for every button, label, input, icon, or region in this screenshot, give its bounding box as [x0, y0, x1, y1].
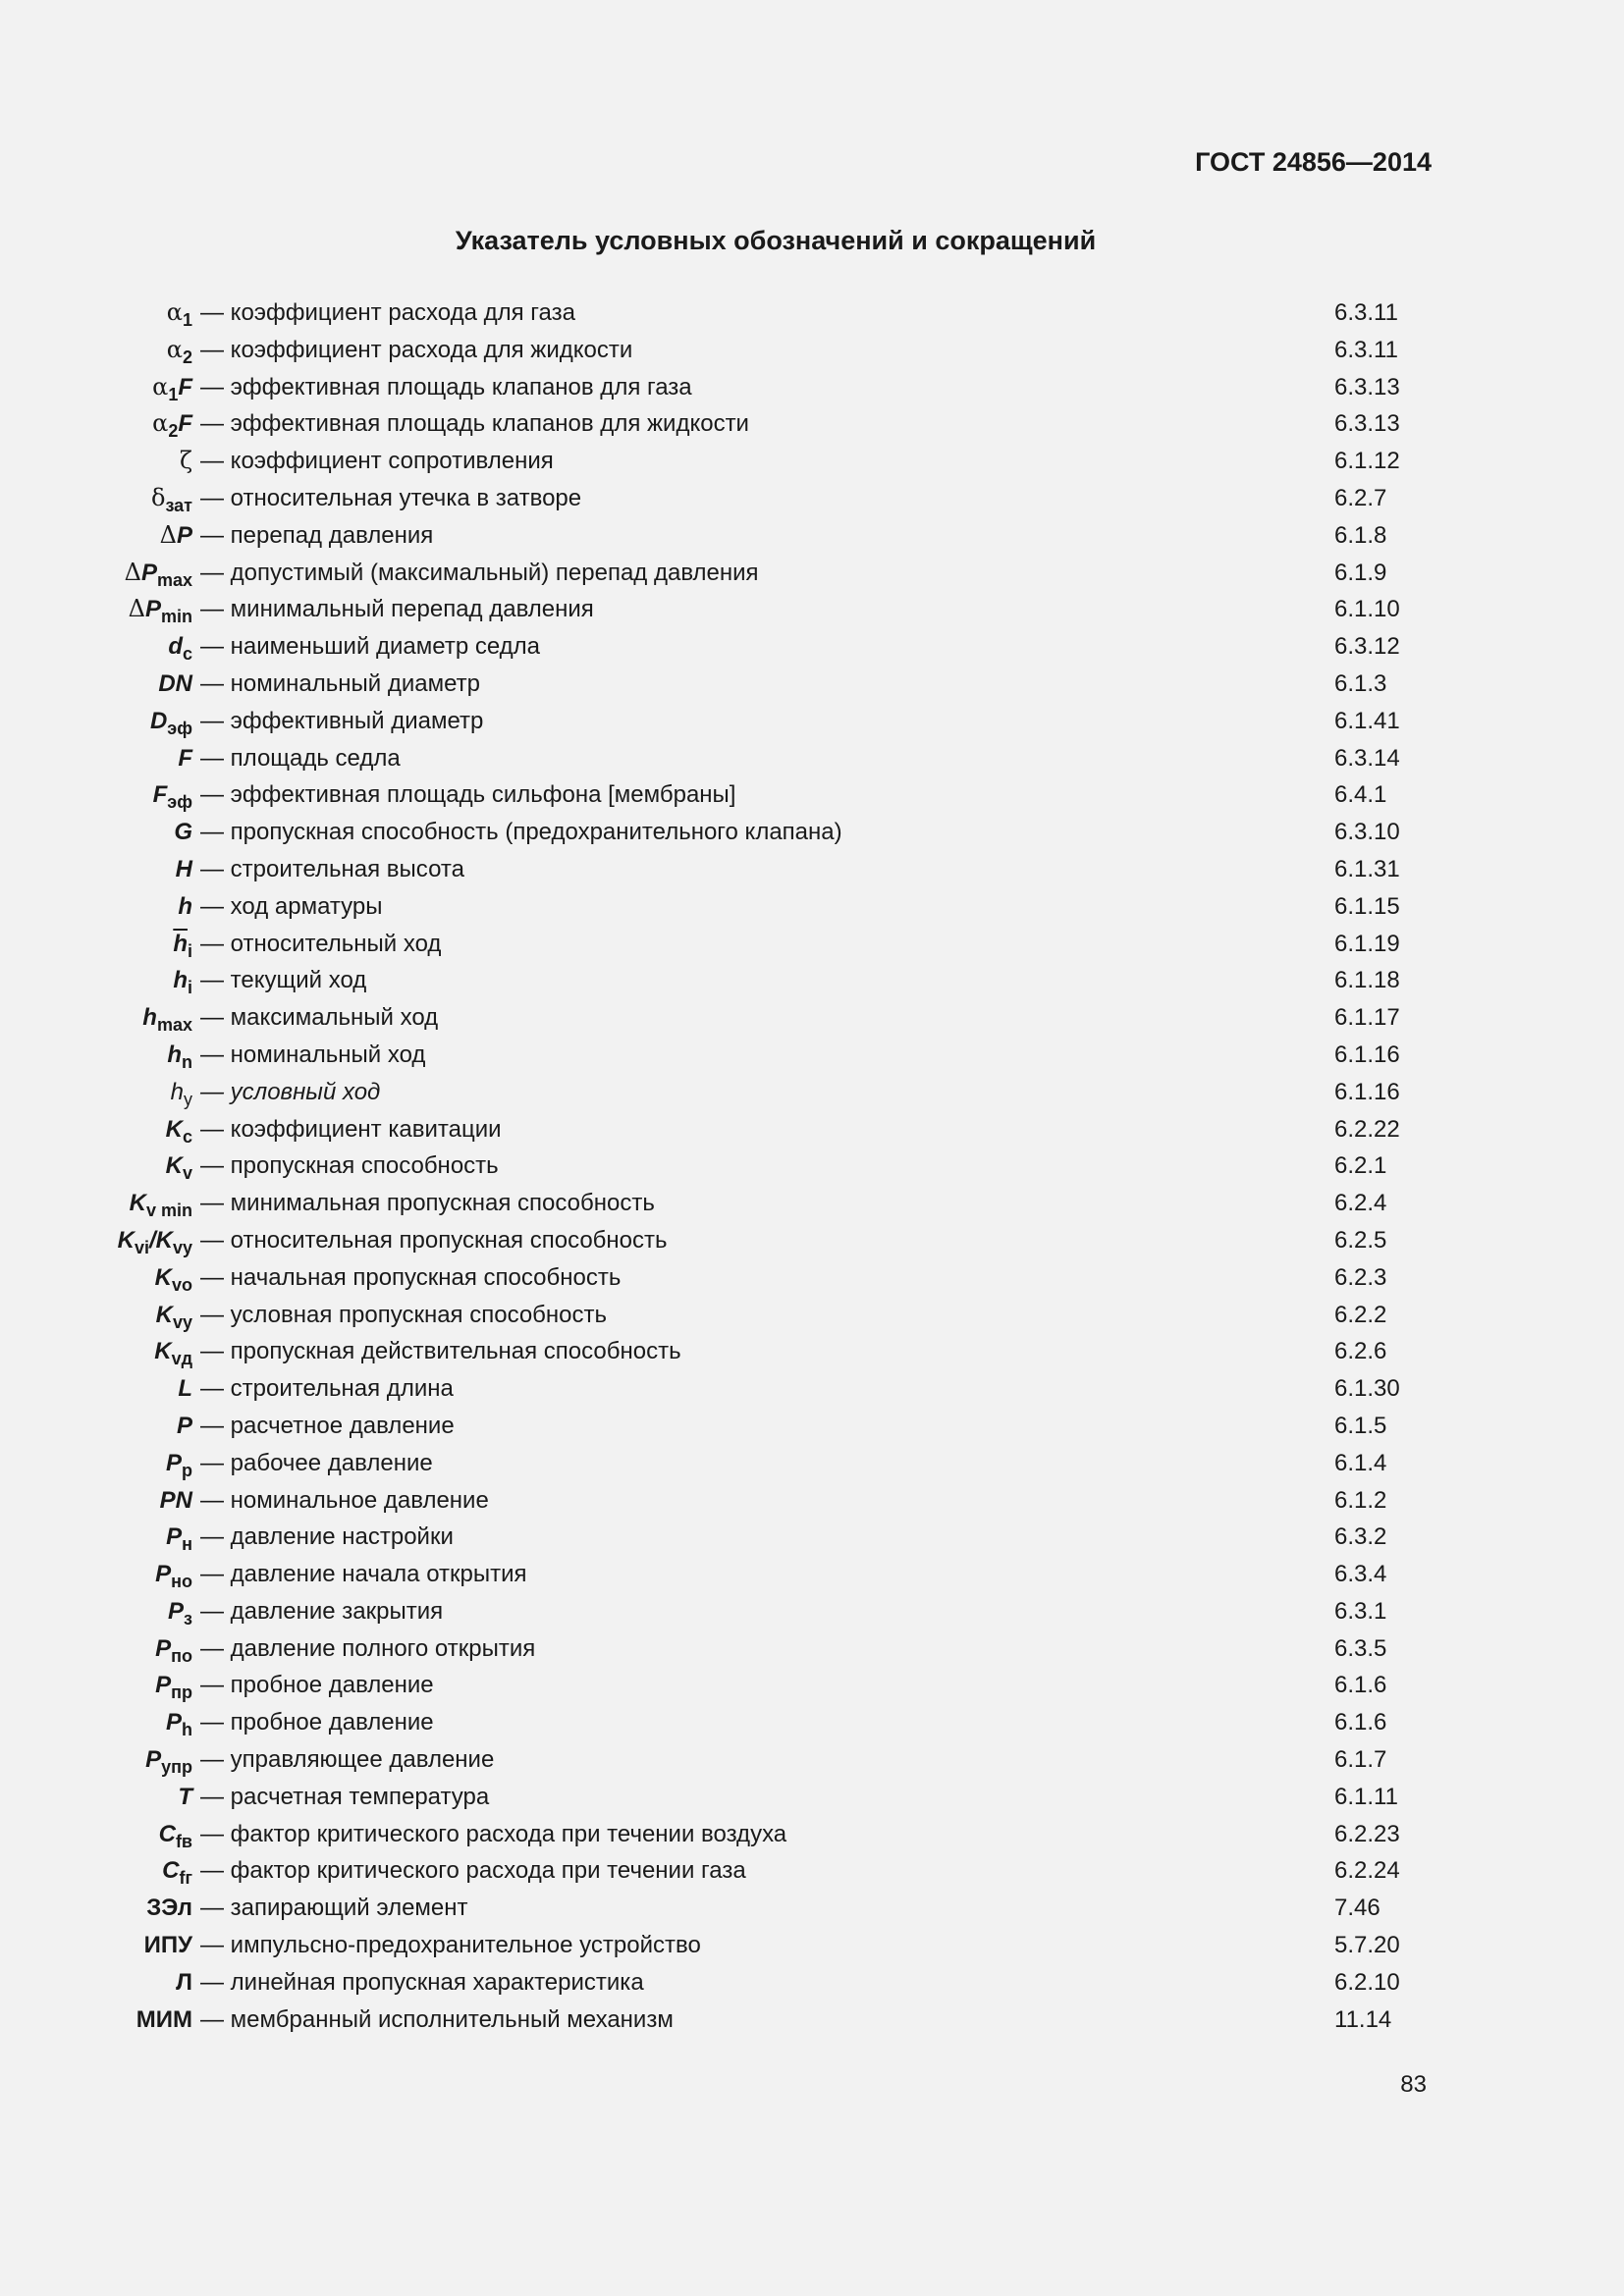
section-reference: 6.1.5: [1334, 1412, 1387, 1439]
symbol: [177, 1408, 192, 1445]
symbol-description: — коэффициент кавитации: [200, 1115, 502, 1143]
section-reference: 6.3.14: [1334, 744, 1400, 772]
section-reference: 6.1.3: [1334, 669, 1387, 697]
symbol-subscript: н: [182, 1534, 192, 1555]
symbol-description: — максимальный ход: [200, 1004, 439, 1032]
symbol-base: h: [167, 1041, 182, 1068]
symbol-base: P: [168, 1597, 185, 1625]
symbol-base: Л: [176, 1968, 192, 1996]
symbol: [159, 1816, 192, 1853]
symbol: [167, 1037, 192, 1074]
symbol-entry: [0, 1667, 1624, 1704]
symbol-base: DN: [158, 669, 192, 697]
symbol-description: — давление настройки: [200, 1523, 454, 1551]
symbol-base: d: [168, 633, 183, 661]
symbol: [166, 1445, 192, 1482]
symbol-base: PN: [159, 1486, 192, 1514]
symbol-entry: [0, 814, 1624, 851]
symbol-description: — фактор критического расхода при течении воздуха: [200, 1820, 787, 1847]
symbol-base: $\overline{h}$: [173, 930, 188, 957]
symbol-description: — строительная высота: [200, 855, 464, 882]
symbol-entry: [0, 926, 1624, 963]
symbol-base: α: [166, 335, 183, 363]
symbol-entry: [0, 1482, 1624, 1520]
symbol: [180, 443, 192, 480]
symbol-description: — минимальный перепад давления: [200, 596, 594, 623]
section-reference: 6.3.2: [1334, 1523, 1387, 1551]
symbol-base: K: [129, 1190, 146, 1217]
symbol-description: — минимальная пропускная способность: [200, 1190, 655, 1217]
symbol: [155, 1630, 192, 1668]
symbol: [152, 369, 192, 406]
symbol-entry: [0, 1964, 1624, 2002]
symbol-entry: [0, 962, 1624, 999]
symbol: [178, 888, 192, 926]
section-reference: 6.3.11: [1334, 299, 1398, 326]
symbol-base: P: [155, 1672, 172, 1699]
symbol-subscript: y: [184, 1089, 192, 1109]
symbols-list: [0, 294, 1624, 2038]
section-reference: 6.1.17: [1334, 1004, 1400, 1032]
symbol-base: h: [170, 1078, 184, 1105]
section-reference: 6.1.10: [1334, 596, 1400, 623]
symbol-subscript: зат: [165, 495, 192, 515]
symbol-base: F: [152, 781, 168, 809]
symbol-subscript: vy: [172, 1311, 192, 1332]
section-reference: 6.3.11: [1334, 336, 1398, 363]
symbol-description: — номинальное давление: [200, 1486, 489, 1514]
symbol-base: T: [178, 1783, 192, 1810]
symbol: [156, 1297, 192, 1334]
symbol-description: — перепад давления: [200, 521, 434, 549]
symbol-description: — эффективная площадь клапанов для газа: [200, 373, 692, 400]
symbol-base: P: [155, 1561, 172, 1588]
symbol-entry: [0, 1074, 1624, 1111]
symbol: [178, 1779, 192, 1816]
symbol-base: ζ: [179, 447, 192, 475]
symbol-description: — пробное давление: [200, 1709, 434, 1736]
symbol-description: — давление закрытия: [200, 1597, 444, 1625]
symbol-subscript: vy: [172, 1237, 192, 1257]
section-reference: 6.1.19: [1334, 930, 1400, 957]
symbol-entry: [0, 1259, 1624, 1297]
page-title: [0, 226, 1624, 256]
section-reference: 6.1.31: [1334, 855, 1400, 882]
symbol-description: — мембранный исполнительный механизм: [200, 2005, 674, 2033]
symbol: [167, 332, 192, 369]
symbol-variable: P: [144, 596, 161, 623]
symbol-entry: [0, 517, 1624, 555]
symbol-description: — номинальный ход: [200, 1041, 426, 1068]
symbol-entry: [0, 591, 1624, 628]
symbol-base: C: [162, 1857, 180, 1885]
symbol-base: L: [178, 1375, 192, 1403]
symbol-base: P: [165, 1449, 182, 1476]
symbol-entry: [0, 2002, 1624, 2039]
section-reference: 6.3.12: [1334, 633, 1400, 661]
symbol-entry: [0, 1408, 1624, 1445]
symbol-base: P: [166, 1523, 183, 1551]
symbol: [144, 1927, 192, 1964]
symbol-entry: [0, 1890, 1624, 1927]
symbol-entry: [0, 1556, 1624, 1593]
symbol-entry: [0, 1593, 1624, 1630]
symbol-entry: [0, 1927, 1624, 1964]
symbol-subscript: h: [182, 1720, 192, 1740]
symbol-description: — коэффициент сопротивления: [200, 448, 554, 475]
symbol-base: h: [142, 1004, 157, 1032]
section-reference: 6.1.7: [1334, 1746, 1387, 1774]
symbol-subscript: пр: [171, 1682, 192, 1703]
symbol-base: K: [155, 1301, 173, 1328]
symbol-description: — допустимый (максимальный) перепад давления: [200, 559, 759, 586]
symbol-base: K: [154, 1263, 172, 1291]
symbol-description: — фактор критического расхода при течении газа: [200, 1857, 746, 1885]
symbol-base: Δ: [159, 520, 177, 549]
symbol: [146, 1890, 192, 1927]
symbol: [136, 2002, 192, 2039]
symbol-subscript: но: [171, 1572, 192, 1592]
symbol-subscript: fв: [175, 1831, 192, 1851]
symbol-base: D: [149, 707, 168, 734]
symbol-entry: [0, 294, 1624, 332]
section-reference: 6.3.13: [1334, 373, 1400, 400]
symbol-entry: [0, 999, 1624, 1037]
symbol-entry: [0, 1779, 1624, 1816]
symbol-description: — пропускная способность (предохранительного клапана): [200, 819, 842, 846]
section-reference: 6.1.12: [1334, 448, 1400, 475]
symbol-subscript: fг: [179, 1868, 192, 1889]
symbol: [166, 1111, 192, 1148]
section-reference: 6.1.6: [1334, 1672, 1387, 1699]
section-reference: 7.46: [1334, 1895, 1380, 1922]
section-reference: 6.3.10: [1334, 819, 1400, 846]
symbol: [178, 740, 192, 777]
symbol-entry: [0, 443, 1624, 480]
symbol-entry: [0, 1816, 1624, 1853]
symbol-subscript: 1: [182, 310, 192, 330]
symbol-subscript: з: [184, 1608, 192, 1629]
symbol-base: C: [158, 1820, 176, 1847]
symbol: [166, 1148, 192, 1185]
symbol-subscript: упр: [161, 1757, 192, 1778]
symbol-description: — расчетное давление: [200, 1412, 455, 1439]
section-reference: 5.7.20: [1334, 1932, 1400, 1959]
symbol-description: — ход арматуры: [200, 892, 383, 920]
symbol-subscript: vo: [171, 1274, 192, 1295]
symbol: [171, 1074, 192, 1111]
symbol-base: H: [175, 855, 192, 882]
symbol-subscript: эф: [167, 718, 192, 738]
symbol-subscript: v: [182, 1163, 192, 1184]
symbol-base: P: [145, 1746, 162, 1774]
symbol-subscript: по: [171, 1645, 192, 1666]
page-number: 83: [1400, 2071, 1427, 2098]
symbol: [158, 666, 192, 703]
symbol-separator: /: [148, 1226, 156, 1254]
symbol-entry: [0, 1741, 1624, 1779]
symbol: [118, 1222, 192, 1259]
symbol-description: — импульсно-предохранительное устройство: [200, 1932, 701, 1959]
document-code: ГОСТ 24856—2014: [1195, 147, 1432, 177]
symbol-description: — строительная длина: [200, 1375, 454, 1403]
symbol-subscript: эф: [167, 792, 192, 813]
section-reference: 6.1.41: [1334, 707, 1400, 734]
symbol-base: P: [176, 1412, 192, 1439]
section-reference: 6.3.5: [1334, 1634, 1387, 1662]
symbol: [155, 1556, 192, 1593]
symbol-base: G: [174, 819, 192, 846]
symbol-entry: [0, 703, 1624, 740]
symbol-entry: [0, 740, 1624, 777]
symbol-entry: [0, 480, 1624, 517]
symbol: [166, 1704, 192, 1741]
symbol-subscript: 2: [182, 347, 192, 367]
symbol-variable: F: [178, 373, 192, 400]
section-reference: 6.1.18: [1334, 967, 1400, 994]
symbol: [142, 999, 192, 1037]
symbol: [173, 926, 192, 963]
symbol-base: ИПУ: [143, 1932, 192, 1959]
symbol: [162, 1852, 192, 1890]
section-reference: 6.1.11: [1334, 1783, 1398, 1810]
section-reference: 6.2.3: [1334, 1263, 1387, 1291]
symbol: [166, 1519, 192, 1556]
symbol: [176, 1964, 192, 2002]
symbol-entry: [0, 332, 1624, 369]
symbol-description: — эффективный диаметр: [200, 707, 484, 734]
section-reference: 6.2.5: [1334, 1226, 1387, 1254]
section-reference: 6.2.23: [1334, 1820, 1400, 1847]
symbol-description: — условная пропускная способность: [200, 1301, 608, 1328]
symbol-description: — относительный ход: [200, 930, 442, 957]
section-reference: 6.3.13: [1334, 410, 1400, 438]
symbol-entry: [0, 1148, 1624, 1185]
symbol-base: МИМ: [135, 2005, 192, 2033]
symbol-entry: [0, 628, 1624, 666]
symbol-description: — относительная утечка в затворе: [200, 484, 582, 511]
symbol: [150, 703, 192, 740]
symbol-entry: [0, 1630, 1624, 1668]
symbol: [178, 1370, 192, 1408]
symbol-base: δ: [151, 483, 166, 511]
symbol-base: h: [178, 892, 192, 920]
section-reference: 6.1.8: [1334, 521, 1387, 549]
symbol-base: α: [166, 298, 183, 326]
symbol-base: K: [154, 1338, 172, 1365]
symbol-variable: F: [178, 410, 192, 438]
symbol-description: — площадь седла: [200, 744, 401, 772]
symbol-description: — линейная пропускная характеристика: [200, 1968, 644, 1996]
symbol-entry: [0, 1852, 1624, 1890]
symbol-entry: [0, 1037, 1624, 1074]
symbol-description: — номинальный диаметр: [200, 669, 481, 697]
symbol: [160, 517, 192, 555]
section-reference: 6.2.1: [1334, 1152, 1387, 1180]
section-reference: 6.1.6: [1334, 1709, 1387, 1736]
symbol: [152, 405, 192, 443]
symbol-description: — рабочее давление: [200, 1449, 433, 1476]
symbol: [174, 814, 192, 851]
symbol-base: K: [165, 1152, 183, 1180]
symbol-subscript: 1: [168, 384, 179, 404]
section-reference: 6.1.9: [1334, 559, 1387, 586]
symbol-description: — пропускная способность: [200, 1152, 499, 1180]
symbol-subscript: c: [182, 1126, 192, 1147]
symbol-description: — наименьший диаметр седла: [200, 633, 541, 661]
section-reference: 6.1.4: [1334, 1449, 1387, 1476]
symbol-subscript: vд: [171, 1349, 192, 1369]
symbol-description: — эффективная площадь сильфона [мембраны]: [200, 781, 736, 809]
section-reference: 6.1.16: [1334, 1078, 1400, 1105]
symbol-subscript: c: [182, 644, 192, 665]
symbol: [130, 1185, 192, 1222]
symbol: [154, 1333, 192, 1370]
symbol-entry: [0, 1445, 1624, 1482]
symbol-entry: [0, 555, 1624, 592]
symbol-variable: P: [140, 559, 157, 586]
symbol-description: — коэффициент расхода для газа: [200, 299, 575, 326]
symbol-entry: [0, 1297, 1624, 1334]
symbol-subscript: n: [182, 1051, 192, 1072]
symbol: [145, 1741, 192, 1779]
symbol: [125, 555, 192, 592]
section-reference: 6.1.16: [1334, 1041, 1400, 1068]
symbol-entry: [0, 405, 1624, 443]
symbol-entry: [0, 776, 1624, 814]
symbol-subscript: v min: [145, 1201, 192, 1221]
symbol-entry: [0, 851, 1624, 888]
symbol: [167, 294, 192, 332]
symbol: [155, 1667, 192, 1704]
symbol-description: — пропускная действительная способность: [200, 1338, 681, 1365]
section-reference: 6.1.15: [1334, 892, 1400, 920]
symbol-entry: [0, 888, 1624, 926]
page-title-text: Указатель условных обозначений и сокращений: [455, 226, 1097, 255]
symbol: [168, 628, 192, 666]
symbol-description: — начальная пропускная способность: [200, 1263, 622, 1291]
section-reference: 11.14: [1334, 2005, 1392, 2033]
symbol-entry: [0, 1111, 1624, 1148]
symbol-subscript: max: [156, 569, 192, 590]
symbol-entry: [0, 666, 1624, 703]
symbol-subscript: min: [160, 607, 192, 627]
symbol-base: ЗЭл: [146, 1895, 192, 1922]
symbol-entry: [0, 369, 1624, 406]
section-reference: 6.2.10: [1334, 1968, 1400, 1996]
symbol-subscript: p: [182, 1460, 192, 1480]
symbol-variable: P: [176, 521, 192, 549]
symbol-description: — запирающий элемент: [200, 1895, 468, 1922]
symbol-entry: [0, 1370, 1624, 1408]
symbol-entry: [0, 1185, 1624, 1222]
symbol-subscript: 2: [168, 421, 179, 442]
symbol-description: — давление начала открытия: [200, 1561, 527, 1588]
symbol-description: — относительная пропускная способность: [200, 1226, 668, 1254]
symbol-subscript: vi: [134, 1237, 149, 1257]
symbol: [153, 776, 192, 814]
symbol-base: α: [152, 409, 169, 438]
symbol-subscript: max: [156, 1015, 192, 1036]
section-reference: 6.2.6: [1334, 1338, 1387, 1365]
section-reference: 6.1.30: [1334, 1375, 1400, 1403]
symbol-base: P: [155, 1634, 172, 1662]
section-reference: 6.2.22: [1334, 1115, 1400, 1143]
symbol-base: K: [165, 1115, 183, 1143]
section-reference: 6.2.24: [1334, 1857, 1400, 1885]
symbol-subscript: i: [187, 940, 192, 961]
symbol-base: Δ: [128, 595, 145, 623]
section-reference: 6.3.4: [1334, 1561, 1387, 1588]
symbol-description: — условный ход: [200, 1078, 381, 1105]
symbol-base: h: [173, 967, 188, 994]
symbol-entry: [0, 1519, 1624, 1556]
symbol-description: — управляющее давление: [200, 1746, 495, 1774]
symbol-description: — давление полного открытия: [200, 1634, 536, 1662]
symbol-subscript: i: [187, 978, 192, 998]
symbol-description: — эффективная площадь клапанов для жидкости: [200, 410, 749, 438]
section-reference: 6.2.4: [1334, 1190, 1387, 1217]
section-reference: 6.2.7: [1334, 484, 1387, 511]
section-reference: 6.4.1: [1334, 781, 1387, 809]
symbol-entry: [0, 1704, 1624, 1741]
symbol-base: K: [155, 1226, 173, 1254]
symbol: [176, 851, 192, 888]
symbol: [160, 1482, 192, 1520]
symbol-base: F: [178, 744, 192, 772]
symbol-base: K: [117, 1226, 135, 1254]
symbol-base: P: [165, 1709, 182, 1736]
symbol: [168, 1593, 192, 1630]
section-reference: 6.3.1: [1334, 1597, 1387, 1625]
section-reference: 6.1.2: [1334, 1486, 1387, 1514]
symbol-description: — текущий ход: [200, 967, 367, 994]
symbol-entry: [0, 1333, 1624, 1370]
symbol-entry: [0, 1222, 1624, 1259]
symbol: [151, 480, 192, 517]
symbol-description: — коэффициент расхода для жидкости: [200, 336, 633, 363]
symbol: [129, 591, 192, 628]
section-reference: 6.2.2: [1334, 1301, 1387, 1328]
symbol-base: Δ: [124, 558, 141, 586]
symbol: [155, 1259, 192, 1297]
symbol-description: — расчетная температура: [200, 1783, 490, 1810]
symbol-base: α: [152, 372, 169, 400]
symbol: [173, 962, 192, 999]
symbol-description: — пробное давление: [200, 1672, 434, 1699]
